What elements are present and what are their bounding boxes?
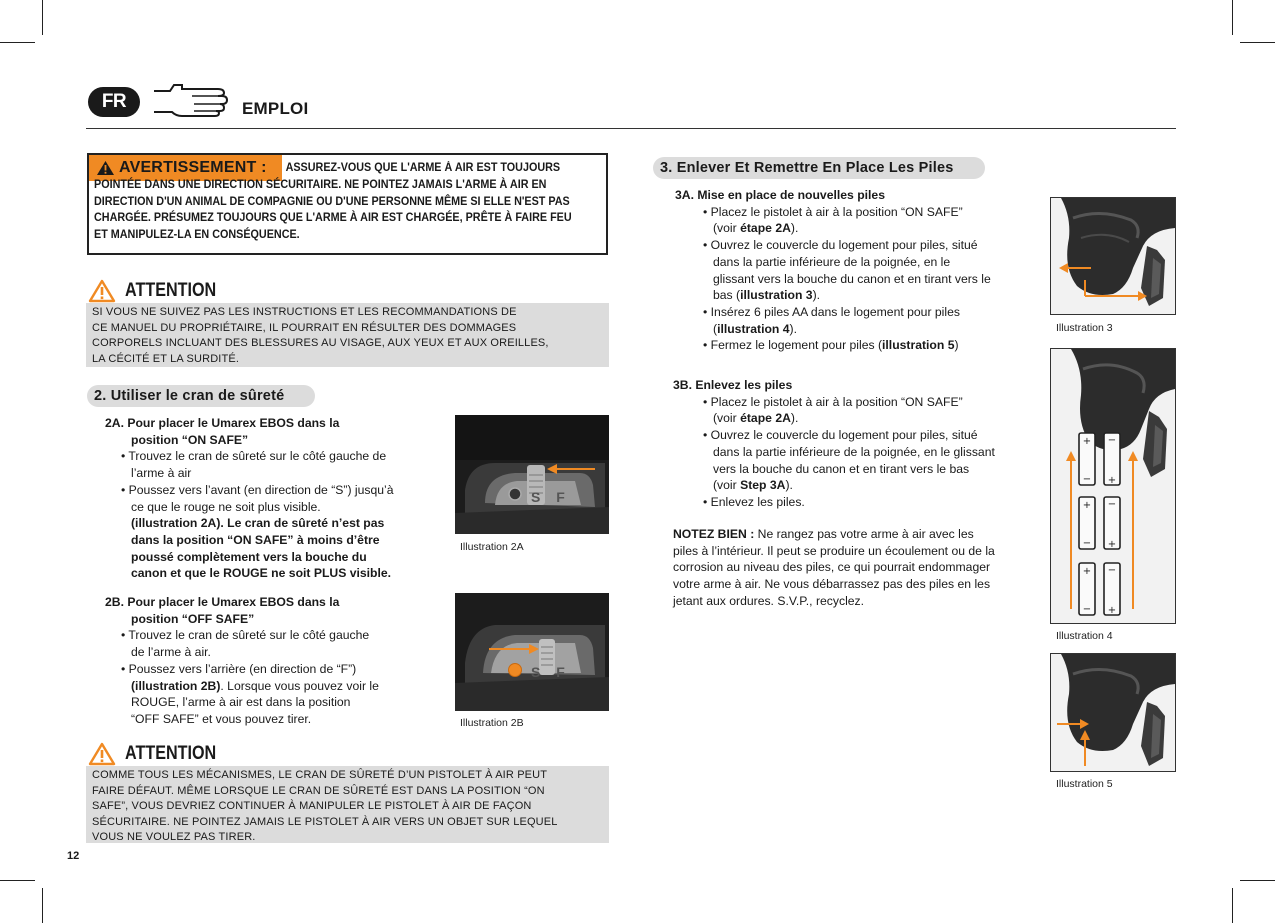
svg-text:−: − [1107, 565, 1117, 576]
warning-box [87, 153, 608, 255]
illustration-3-caption: Illustration 3 [1056, 322, 1113, 334]
section-title: 3. Enlever Et Remettre En Place Les Piles [653, 157, 985, 179]
language-badge: FR [88, 87, 140, 117]
svg-text:−: − [1107, 499, 1117, 510]
caution-triangle-icon [88, 279, 116, 303]
illustration-4-caption: Illustration 4 [1056, 630, 1113, 642]
illustration-2b-caption: Illustration 2B [460, 717, 524, 729]
attention-heading: ATTENTION [88, 279, 288, 303]
crop-mark [1232, 0, 1233, 35]
illustration-2b-image [455, 593, 609, 711]
attention-text: SI VOUS NE SUIVEZ PAS LES INSTRUCTIONS ET LES RECOMMANDATIONS DE CE MANUEL DU PROPRIÉTAIRE, IL POURRAIT EN RÉSULTER DES DOMMAGES CORPORELS INCLUANT DES BLESSURES AU VISAGE, AUX YEUX ET AUX OREILLES, LA CÉCITÉ ET LA SURDITÉ. [86, 303, 609, 367]
warning-text: ASSUREZ-VOUS QUE L'ARME À AIR EST TOUJOURS POINTÉE DANS UNE DIRECTION SÉCURITAIRE. NE POINTEZ JAMAIS L'ARME À AIR EN DIRECTION D'UN ANIMAL DE COMPAGNIE OU D'UNE PERSONNE MÊME SI ELLE N'EST PAS CHARGÉE. PRÉSUMEZ TOUJOURS QUE L'ARME À AIR EST CHARGÉE, PRÊTE À FAIRE FEU ET MANIPULEZ-LA EN CONSÉQUENCE. [94, 161, 572, 242]
caution-triangle-icon [88, 742, 116, 766]
illustration-2a-image [455, 415, 609, 534]
svg-text:+: + [1082, 566, 1092, 577]
crop-mark [0, 880, 35, 881]
page-title: EMPLOI [242, 99, 309, 118]
crop-mark [1232, 888, 1233, 923]
svg-text:+: + [1107, 539, 1117, 550]
crop-mark [42, 0, 43, 35]
note-text: NOTEZ BIEN : Ne rangez pas votre arme à air avec les piles à l’intérieur. Il peut se produire un écoulement ou de la corrosion au niveau des piles, ce qui pourrait endommager votre arme à air. Ne vous débarrassez pas des piles en les jetant aux ordures. S.V.P., recyclez. [673, 527, 995, 608]
step-3b-text: 3B. Enlevez les piles • Placez le pistolet à air à la position “ON SAFE” (voir étape 2A). • Ouvrez le couvercle du logement pour piles, situé dans la partie inférieure de la poignée, en le glissant vers la bouche du canon et en tirant vers le bas (voir Step 3A). • Enlevez les piles. [673, 378, 995, 509]
crop-mark [1240, 42, 1275, 43]
crop-mark [42, 888, 43, 923]
svg-text:+: + [1082, 500, 1092, 511]
svg-text:+: + [1107, 605, 1117, 616]
illustration-2a-caption: Illustration 2A [460, 541, 524, 553]
crop-mark [1240, 880, 1275, 881]
attention-heading: ATTENTION [88, 742, 288, 766]
crop-mark [0, 42, 35, 43]
svg-text:S F: S F [531, 664, 571, 680]
warning-label: AVERTISSEMENT : [89, 155, 282, 181]
header-divider [86, 128, 1176, 129]
page-number: 12 [67, 850, 80, 862]
step-2b-text: 2B. Pour placer le Umarex EBOS dans la position “OFF SAFE” • Trouvez le cran de sûreté sur le côté gauche de l’arme à air. • Poussez vers l’arrière (en direction de “F”) (illustration 2B). Lorsque vous pouvez voir le ROUGE, l’arme à air est dans la position “OFF SAFE” et vous pouvez tirer. [105, 595, 379, 726]
svg-text:−: − [1107, 435, 1117, 446]
illustration-4-image [1050, 348, 1176, 624]
step-2a-text: 2A. Pour placer le Umarex EBOS dans la position “ON SAFE” • Trouvez le cran de sûreté sur le côté gauche de l’arme à air • Poussez vers l’avant (en direction de “S”) jusqu’à ce que le rouge ne soit plus visible. (illustration 2A). Le cran de sûreté n’est pas dans la position “ON SAFE” à moins d’être poussé complètement vers la bouche du canon et que le ROUGE ne soit PLUS visible. [105, 416, 394, 581]
attention-text: COMME TOUS LES MÉCANISMES, LE CRAN DE SÛRETÉ D’UN PISTOLET À AIR PEUT FAIRE DÉFAUT. MÊME LORSQUE LE CRAN DE SÛRETÉ EST DANS LA POSITION “ON SAFE”, VOUS DEVRIEZ CONTINUER À MANIPULER LE PISTOLET À AIR DE FAÇON SÉCURITAIRE. NE POINTEZ JAMAIS LE PISTOLET À AIR VERS UN OBJET SUR LEQUEL VOUS NE VOULEZ PAS TIRER. [86, 766, 609, 843]
svg-text:+: + [1082, 436, 1092, 447]
illustration-5-image [1050, 653, 1176, 772]
svg-text:−: − [1082, 538, 1092, 549]
svg-text:−: − [1082, 474, 1092, 485]
pointing-hand-icon [152, 81, 232, 117]
svg-text:S F: S F [531, 489, 571, 505]
step-3a-text: 3A. Mise en place de nouvelles piles • Placez le pistolet à air à la position “ON SAFE” (voir étape 2A). • Ouvrez le couvercle du logement pour piles, situé dans la partie inférieure de la poignée, en le glissant vers la bouche du canon et en tirant vers le bas (illustration 3). • Insérez 6 piles AA dans le logement pour piles (illustration 4). • Fermez le logement pour piles (illustration 5) [675, 188, 991, 353]
section-title: 2. Utiliser le cran de sûreté [87, 385, 315, 407]
illustration-5-caption: Illustration 5 [1056, 778, 1113, 790]
illustration-3-image [1050, 197, 1176, 315]
svg-text:−: − [1082, 604, 1092, 615]
svg-text:+: + [1107, 475, 1117, 486]
